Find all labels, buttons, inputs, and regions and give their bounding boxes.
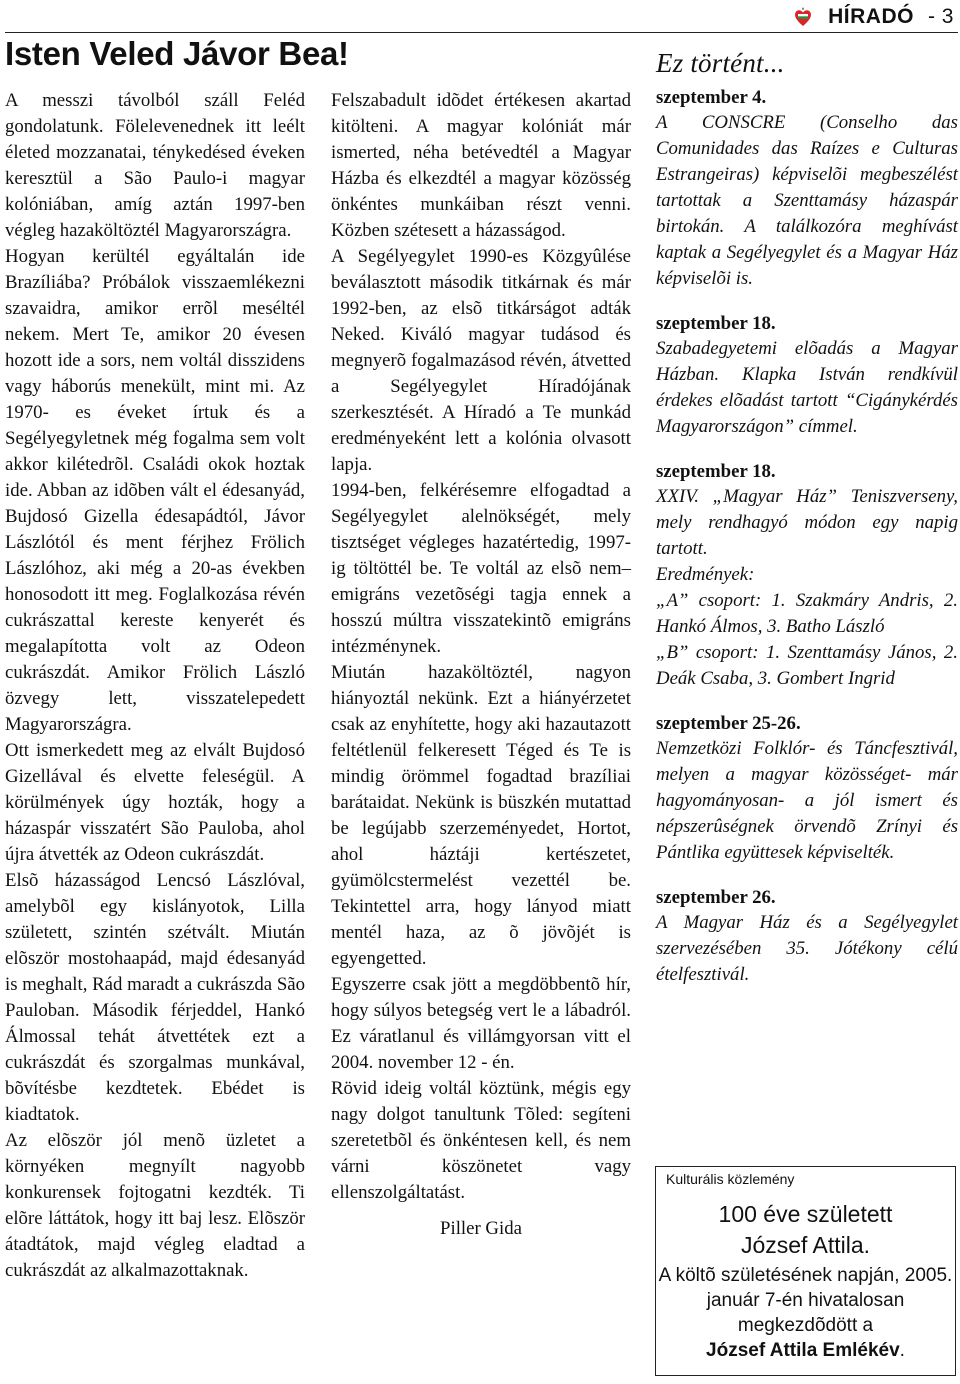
article-title: Isten Veled Jávor Bea! [5,35,349,72]
event-text [656,910,958,988]
event-text [656,336,958,440]
event-text [656,110,958,292]
notice-heading-line-1: 100 éve született [718,1201,893,1227]
event-date: szeptember 26. [656,887,776,908]
notice-label: Kulturális közlemény [666,1171,795,1187]
event-date: szeptember 18. [656,313,776,334]
event-date: szeptember 25-26. [656,713,801,734]
notice-emphasis-name: József Attila Emlékév [706,1340,900,1361]
event-date: szeptember 18. [656,461,776,482]
event-date: szeptember 4. [656,87,767,108]
paragraph: 1994-ben, felkérésemre elfogadtad a Segélyegylet alelnökségét, mely tisztséget végleges hazatértedig, 1997-ig töltöttél be. Te voltál az elsõ nem–emigráns vezetõségi tagja ennek a hosszú múltra visszatekintõ emigráns intézménynek. [331,480,631,657]
event-line: Nemzetközi Folklór- és Táncfesztivál, melyen a magyar közösséget- már hagyományosan- a jól ismert és népszerûségnek örvendõ Zrínyi és Pántlika együttesek képviselték. [656,738,958,863]
events-title: Ez történt... [656,48,785,78]
event-line: „B” csoport: 1. Szenttamásy János, 2. Deák Csaba, 3. Gombert Ingrid [656,642,958,689]
header-section-name: HÍRADÓ [828,5,914,28]
event-text [656,736,958,866]
notice-emphasis [656,1338,955,1363]
paragraph: Rövid ideig voltál köztünk, mégis egy nagy dolgot tanultunk Tõled: segíteni szeretetbõl és önkéntesen kell, és nem várni köszönetet vagy ellenszolgáltatást. [331,1078,631,1203]
paragraph: Hogyan kerültél egyáltalán ide Brazíliába? Próbálok visszaemlékezni szavaidra, amikor errõl meséltél nekem. Mert Te, amikor 20 évesen hozott ide a sors, nem voltál disszidens vagy háborús menekült, mint mi. Az 1970- es éveket írtuk és a Segélyegyletnek még fogalma sem volt akkor kilétedrõl. Családi okok hoztak ide. Abban az idõben vált el édesanyád, Bujdosó Gizella édesapádtól, Jávor Lászlótól és ment férjhez Frölich Lászlóhoz, aki még a 20-as években honosodott itt meg. Foglalkozása révén cukrászattal kereste kenyerét és megalapította volt az Odeon cukrászdát. Amikor Frölich László özvegy lett, visszatelepedett Magyarországra. [5,246,305,735]
cultural-notice-box [655,1166,956,1376]
event-line: A Magyar Ház és a Segélyegylet szervezésében 35. Jótékony célú ételfesztivál. [656,912,958,985]
paragraph: Miután hazaköltöztél, nagyon hiányoztál nekünk. Ezt a hiányérzetet csak az enyhítette, hogy aki hazautazott feltétlenül felkeresett Téged és Te is mindig örömmel fogadtad brazíliai barátaidat. Nekünk is büszkén mutattad be legújabb szerzeményedet, Hortot, ahol háztáji kertészetet, gyümölcstermelést vezettél be. Tekintettel arra, hogy lányod miatt mentél haza, az õ jövõjét is egyengetted. [331,662,631,969]
event-line: Eredmények: [656,564,755,585]
paragraph: Ott ismerkedett meg az elvált Bujdosó Gizellával és elvette feleségül. A körülmények úgy hozták, hogy a házaspár visszatért São Pauloba, ahol újra átvették az Odeon cukrászdát. [5,740,305,865]
event-item [656,460,958,692]
event-item [656,886,958,988]
paragraph: A messzi távolból száll Feléd gondolatunk. Fölelevenednek itt leélt életed mozzanatai, ténykedésed éveken keresztül a São Paulo-i magyar kolóniában, amíg aztán 1997-ben végleg hazaköltöztél Magyarországra. [5,90,305,241]
notice-heading-line-2: József Attila. [740,1232,871,1258]
event-item [656,86,958,292]
events-column [656,46,958,1008]
article-column-1 [5,88,305,1284]
event-line: „A” csoport: 1. Szakmáry Andris, 2. Hankó Álmos, 3. Batho László [656,590,958,637]
paragraph: Elsõ házasságod Lencsó Lászlóval, amelybõl egy kislányotok, Lilla született, szintén szétvált. Miután elõször mostohaapád, majd édesanyád is meghalt, Rád maradt a cukrászda São Pauloban. Második férjeddel, Hankó Álmossal tehát átvettétek ezt a cukrászdát és szorgalmas munkával, bõvítésbe kezdtetek. Ebédet is kiadtatok. [5,870,305,1125]
author-signature: Piller Gida [440,1218,522,1239]
event-item [656,312,958,440]
paragraph: Egyszerre csak jött a megdöbbentõ hír, hogy súlyos betegség vert le a lábadról. Ez váratlanul és villámgyorsan vitt el 2004. november 12 - én. [331,974,631,1073]
paragraph: A Segélyegylet 1990-es Közgyûlése beválasztott második titkárnak és már 1992-ben, az elsõ titkárságot adták Neked. Kiváló magyar tudásod és megnyerõ fogalmazásod révén, átvetted a Segélyegylet Híradójának szerkesztését. A Híradó a Te munkád eredményeként lett a kolónia olvasott lapja. [331,246,631,475]
heart-flag-icon [792,5,814,29]
notice-body [656,1199,955,1363]
notice-period: . [899,1340,905,1361]
event-text [656,484,958,692]
page-header [792,2,954,32]
paragraph: Az elõször jól menõ üzletet a környéken megnyílt nagyobb konkurensek fojtogatni kezdték. Ti elõre láttátok, hogy itt baj lesz. Elõször átadtátok, majd végleg eladtad a cukrászdát az alkalmazottaknak. [5,1130,305,1281]
event-line: A CONSCRE (Conselho das Comunidades das Raízes e Culturas Estrangeiras) képviselõi megbeszélést tartottak a Szenttamásy házaspár birtokán. A találkozóra meghívást kaptak a Segélyegylet és a Magyar Ház képviselõi is. [656,112,958,289]
article-column-2 [331,88,631,1242]
event-line: XXIV. „Magyar Ház” Teniszverseny, mely rendhagyó módon egy napig tartott. [656,486,958,559]
page-number: - 3 [927,5,954,28]
event-line: Szabadegyetemi elõadás a Magyar Házban. Klapka István rendkívül érdekes elõadást tartott “Cigánykérdés Magyarországon” címmel. [656,338,958,437]
paragraph: Felszabadult idõdet értékesen akartad kitölteni. A magyar kolóniát már ismerted, néha betévedtél a Magyar Házba és elkezdtél a magyar közösség önkéntes munkáiban részt venni. Közben szétesett a házasságod. [331,90,631,241]
event-item [656,712,958,866]
header-rule [5,32,958,33]
notice-text: A költõ születésének napján, 2005. január 7-én hivatalosan megkezdõdött a [658,1265,953,1336]
